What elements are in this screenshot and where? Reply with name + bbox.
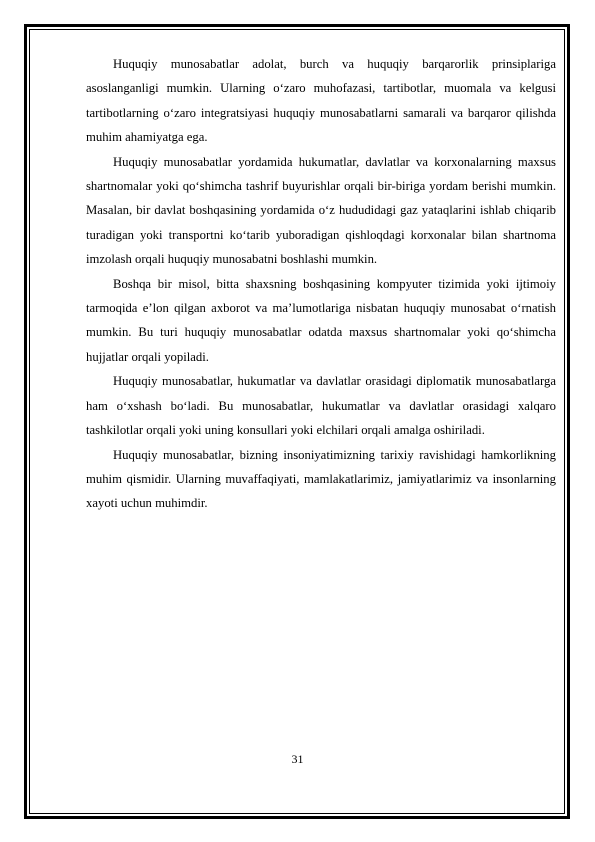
page-number: 31 — [291, 752, 304, 766]
paragraph-1: Huquqiy munosabatlar adolat, burch va huquqiy barqarorlik prinsiplariga asoslanganligi mumkin. Ularning o‘zaro muhofazasi, tartibotlar, muomala va kelgusi tartibotlarning o‘zaro integratsiyasi huquqiy munosabatlarni samarali va barqaror qilishda muhim ahamiyatga ega. — [86, 57, 556, 145]
paragraph-3: Boshqa bir misol, bitta shaxsning boshqasining kompyuter tizimida yoki ijtimoiy tarmoqida e’lon qilgan axborot va ma’lumotlariga nisbatan huquqiy munosabat o‘rnatish mumkin. Bu turi huquqiy munosabatlar odatda maxsus shartnomalar yoki qo‘shimcha hujjatlar orqali yopiladi. — [86, 276, 556, 364]
paragraph-2: Huquqiy munosabatlar yordamida hukumatlar, davlatlar va korxonalarning maxsus shartnomalar yoki qo‘shimcha tashrif buyurishlar orqali bir-biriga yordam berishi mumkin. Masalan, bir davlat boshqasining yordamida o‘z hududidagi gaz yataqlarini ishlab chiqarib turadigan yoki transportni ko‘tarib yuboradigan qishloqdagi korxonalar bilan shartnoma imzolash orqali huquqiy munosabatni boshlashi mumkin. — [86, 154, 556, 267]
paragraph-5: Huquqiy munosabatlar, bizning insoniyatimizning tarixiy ravishidagi hamkorlikning muhim qismidir. Ularning muvaffaqiyati, mamlakatlarimiz, jamiyatlarimiz va insonlarning xayoti uchun muhimdir. — [86, 447, 556, 511]
document-body — [86, 52, 556, 516]
paragraph-4: Huquqiy munosabatlar, hukumatlar va davlatlar orasidagi diplomatik munosabatlarga ham o‘xshash bo‘ladi. Bu munosabatlar, hukumatlar va davlatlar orasidagi xalqaro tashkilotlar orqali yoki uning konsullari yoki elchilari orqali amalga oshiriladi. — [86, 374, 556, 438]
